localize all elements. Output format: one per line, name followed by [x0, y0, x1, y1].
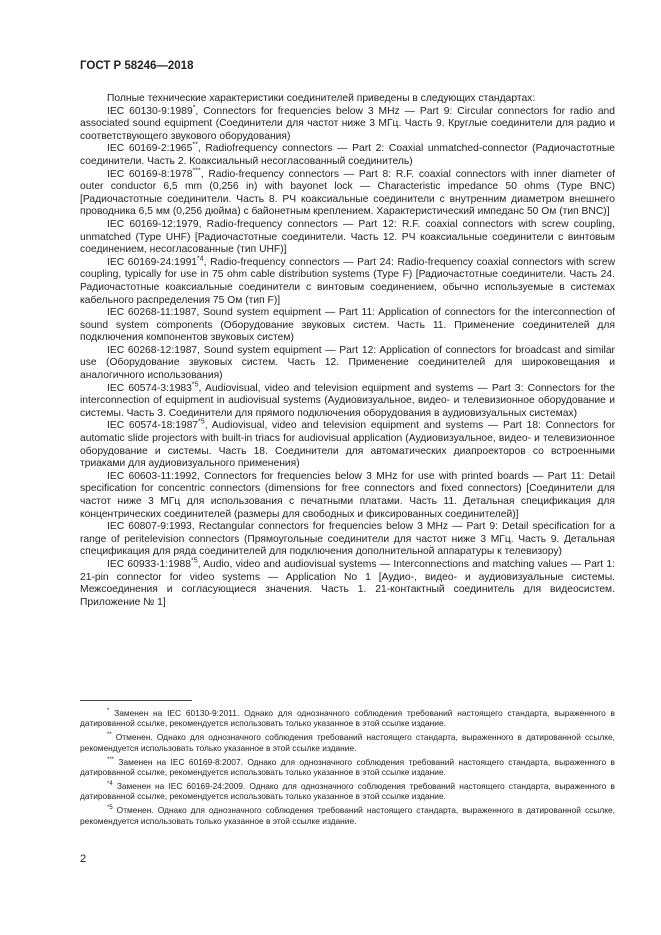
footnote-marker: ** — [192, 141, 198, 149]
standard-reference: IEC 60130-9:1989*, Connectors for frequencies below 3 MHz — Part 9: Circular connectors for radio and associated sound equipment (Соединители для частот ниже 3 МГц. Часть 9. Круглые соединители для радио и соответствующего звукового оборудования) — [80, 104, 616, 142]
document-body — [80, 93, 615, 609]
footnote: ** Отменен. Однако для однозначного соблюдения требований настоящего стандарта, выраженного в датированной ссылке, рекомендуется использовать только указанное в этой ссылке издание. — [80, 732, 615, 753]
standard-reference: IEC 60268-12:1987, Sound system equipment — Part 12: Application of connectors for broadcast and similar use (Оборудование звуковых систем. Часть 12. Применение соединителей для широковещания и аналогичного использования) — [80, 344, 615, 382]
footnote-marker: ** — [107, 732, 112, 739]
footnotes — [80, 708, 615, 830]
footnote: $^{*4}$ Заменен на IEC 60169-24:2009. Однако для однозначного соблюдения требований настоящего стандарта, выраженного в датированной ссылке, рекомендуется использовать только указанное в этой ссылке издание. — [80, 780, 615, 802]
document-header: ГОСТ Р 58246—2018 — [80, 60, 194, 72]
footnote-marker: *** — [107, 756, 115, 763]
footnote-marker: *** — [192, 167, 201, 175]
standard-reference: IEC 60169-12:1979, Radio-frequency connectors — Part 12: R.F. coaxial connectors with screw coupling, unmatched (Type UHF) [Радиочастотные соединители. Часть 12. РЧ коаксиальные соединители с винтовым соединением, несогласованные (тип UHF)] — [80, 218, 615, 256]
standard-reference: IEC 60268-11:1987, Sound system equipment — Part 11: Application of connectors for the interconnection of sound system components (Оборудование звуковых систем. Часть 11. Применение соединителей для подключения компонентов звуковых систем) — [80, 307, 615, 344]
intro-paragraph: Полные технические характеристики соединителей приведены в следующих стандартах: — [107, 93, 536, 104]
footnote: * Заменен на IEC 60130-9:2011. Однако для однозначного соблюдения требований настоящего стандарта, выраженного в датированной ссылке, рекомендуется использовать только указанное в этой ссылке издание. — [80, 708, 615, 729]
standard-reference: IEC 60574-3:1983$^{*5}$, Audiovisual, video and television equipment and systems — Part 3: Connectors for the interconnection of equipment in audiovisual systems (Аудиовизуальное, видео- и телевизионное оборудование и системы. Часть 3. Соединители для прямого подключения оборудования в аудиовизуальных системах) — [80, 381, 615, 419]
footnote-marker: * — [192, 104, 196, 112]
standard-reference: IEC 60933-1:1988$^{*5}$, Audio, video and audiovisual systems — Interconnections and matching values — Part 1: 21-pin connector for video systems — Application No 1 [Аудио-, видео- и аудиовизуальные системы. Межсоединения и согласующиеся значения. Часть 1. 21-контактный соединитель для видеосистем. Приложение № 1] — [80, 557, 615, 608]
footnote-marker: *5 — [191, 381, 199, 389]
footnote: $^{*5}$ Отменен. Однако для однозначного соблюдения требований настоящего стандарта, выраженного в датированной ссылке, рекомендуется использовать только указанное в этой ссылке издание. — [80, 805, 615, 826]
footnote-marker: *5 — [107, 805, 113, 812]
footnote-marker: *4 — [107, 781, 113, 788]
standard-reference: IEC 60574-18:1987$^{*5}$, Audiovisual, video and television equipment and systems — Part 18: Connectors for automatic slide projectors with built-in triacs for audiovisual application (Аудиовизуальное, видео- и телевизионное оборудование и системы. Часть 18. Соединители для автоматических диапроекторов со встроенными триаками для аудиовизуального применения) — [80, 419, 615, 470]
footnote-marker: *5 — [198, 419, 205, 427]
footnote-marker: *4 — [197, 255, 204, 263]
footnote-divider — [80, 700, 192, 701]
standard-reference: IEC 60169-2:1965**, Radiofrequency connectors — Part 2: Coaxial unmatched-connector (Радиочастотные соединители. Часть 2. Коаксиальный несогласованный соединитель) — [80, 141, 615, 167]
standard-reference: IEC 60169-8:1978***, Radio-frequency connectors — Part 8: R.F. coaxial connectors with inner diameter of outer conductor 6,5 mm (0,256 in) with bayonet lock — Characteristic impedance 50 ohms (Type BNC) [Радиочастотные соединители. Часть 8. РЧ коаксиальные соединители с внутренним диаметром внешнего проводника 6,5 мм (0,256 дюйма) с байонетным креплением. Характеристический импеданс 50 Ом (тип BNC)] — [80, 167, 615, 218]
page-number: 2 — [80, 853, 87, 865]
footnote: *** Заменен на IEC 60169-8:2007. Однако для однозначного соблюдения требований настоящего стандарта, выраженного в датированной ссылке, рекомендуется использовать только указанное в этой ссылке издание. — [80, 756, 615, 778]
footnote-marker: * — [107, 708, 110, 715]
standard-reference: IEC 60807-9:1993, Rectangular connectors for frequencies below 3 MHz — Part 9: Detail specification for a range of peritelevision connectors (Прямоугольные соединители для частот ниже 3 МГц. Часть 9. Детальная спецификация для ряда соединителей для подключения дополнительной аппаратуры к телевизору) — [80, 521, 615, 558]
footnote-marker: *5 — [191, 557, 198, 565]
standard-reference: IEC 60169-24:1991$^{*4}$, Radio-frequency connectors — Part 24: Radio-frequency coaxial connectors with screw coupling, typically for use in 75 ohm cable distribution systems (Type F) [Радиочастотные соединители. Часть 24. Радиочастотные коаксиальные соединители с винтовым соединением, обычно используемые в системах кабельного распределения 75 Ом (тип F)] — [80, 255, 616, 306]
standard-reference: IEC 60603-11:1992, Connectors for frequencies below 3 MHz for use with printed boards — Part 11: Detail specification for concentric connectors (dimensions for free connectors and fixed connectors) [Соединители для частот ниже 3 МГц для использования с печатными платами. Часть 11. Детальная спецификация для концентрических соединителей (размеры для свободных и фиксированных соединителей)] — [80, 470, 615, 520]
